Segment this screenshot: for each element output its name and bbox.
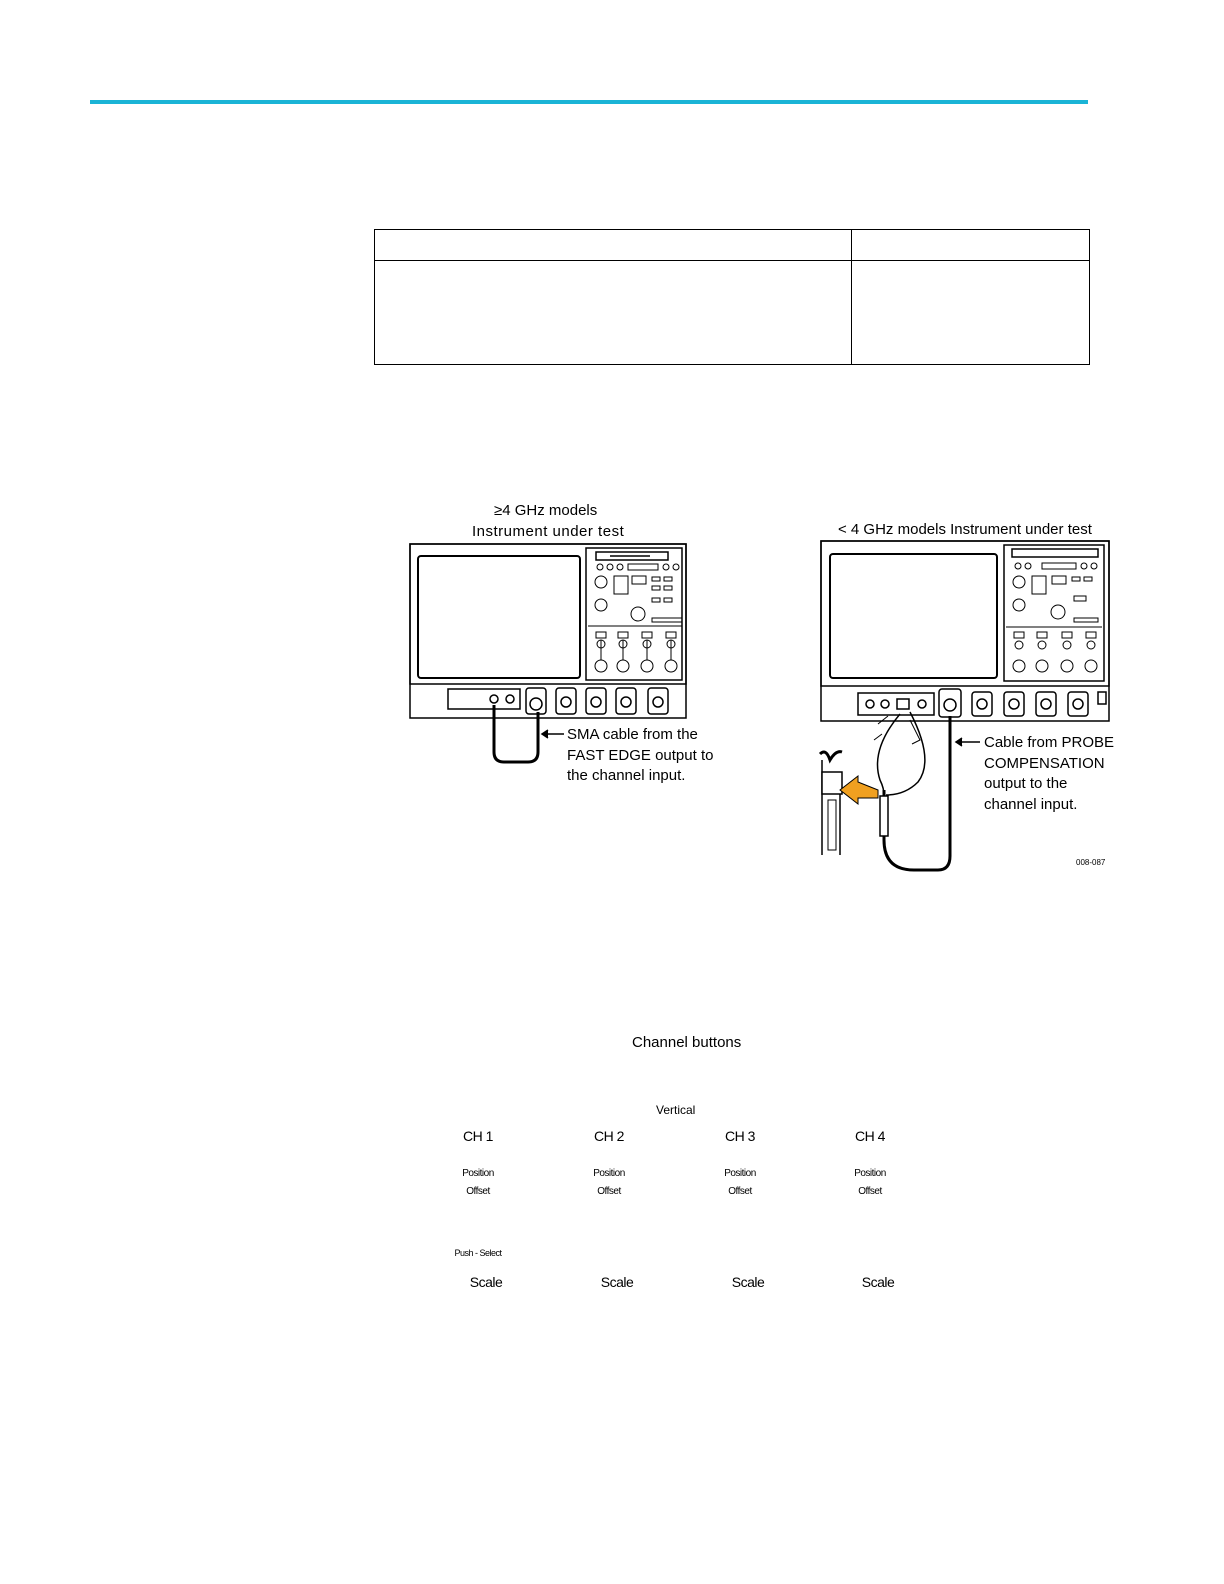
offset-label: Offset bbox=[728, 1186, 752, 1197]
channel-button-label: CH 3 bbox=[725, 1128, 755, 1144]
offset-label: Offset bbox=[466, 1186, 490, 1197]
callout-line: the channel input. bbox=[567, 767, 686, 784]
channel-button-label: CH 2 bbox=[594, 1128, 624, 1144]
figure-id: 008-087 bbox=[1076, 858, 1106, 867]
callout-line: FAST EDGE output to bbox=[567, 746, 714, 764]
callout-line: COMPENSATION bbox=[984, 754, 1105, 772]
right-figure-title: < 4 GHz models Instrument under test bbox=[838, 521, 1092, 538]
right-callout bbox=[984, 733, 1114, 815]
position-label: Position bbox=[462, 1168, 494, 1179]
left-figure-title: ≥4 GHz models bbox=[494, 502, 598, 519]
offset-label: Offset bbox=[858, 1186, 882, 1197]
scale-label: Scale bbox=[469, 1274, 503, 1290]
push-select-label: Push - Select bbox=[454, 1248, 502, 1258]
position-label: Position bbox=[593, 1168, 625, 1179]
left-callout bbox=[567, 725, 713, 787]
position-label: Position bbox=[724, 1168, 756, 1179]
channel-button-label: CH 4 bbox=[855, 1128, 885, 1144]
channel-button-label: CH 1 bbox=[463, 1128, 493, 1144]
offset-label: Offset bbox=[597, 1186, 621, 1197]
scale-label: Scale bbox=[600, 1274, 634, 1290]
position-label: Position bbox=[854, 1168, 886, 1179]
callout-line: output to the bbox=[984, 775, 1068, 792]
callout-line: channel input. bbox=[984, 795, 1078, 813]
vertical-section-label: Vertical bbox=[656, 1103, 696, 1117]
channel-buttons-callout: Channel buttons bbox=[632, 1034, 742, 1051]
scale-label: Scale bbox=[861, 1274, 895, 1290]
scale-label: Scale bbox=[731, 1274, 765, 1290]
right-instrument-illustration bbox=[820, 541, 1109, 870]
callout-line: Cable from PROBE bbox=[984, 734, 1115, 751]
callout-line: SMA cable from the bbox=[567, 726, 698, 743]
left-figure-subtitle: Instrument under test bbox=[472, 523, 625, 540]
